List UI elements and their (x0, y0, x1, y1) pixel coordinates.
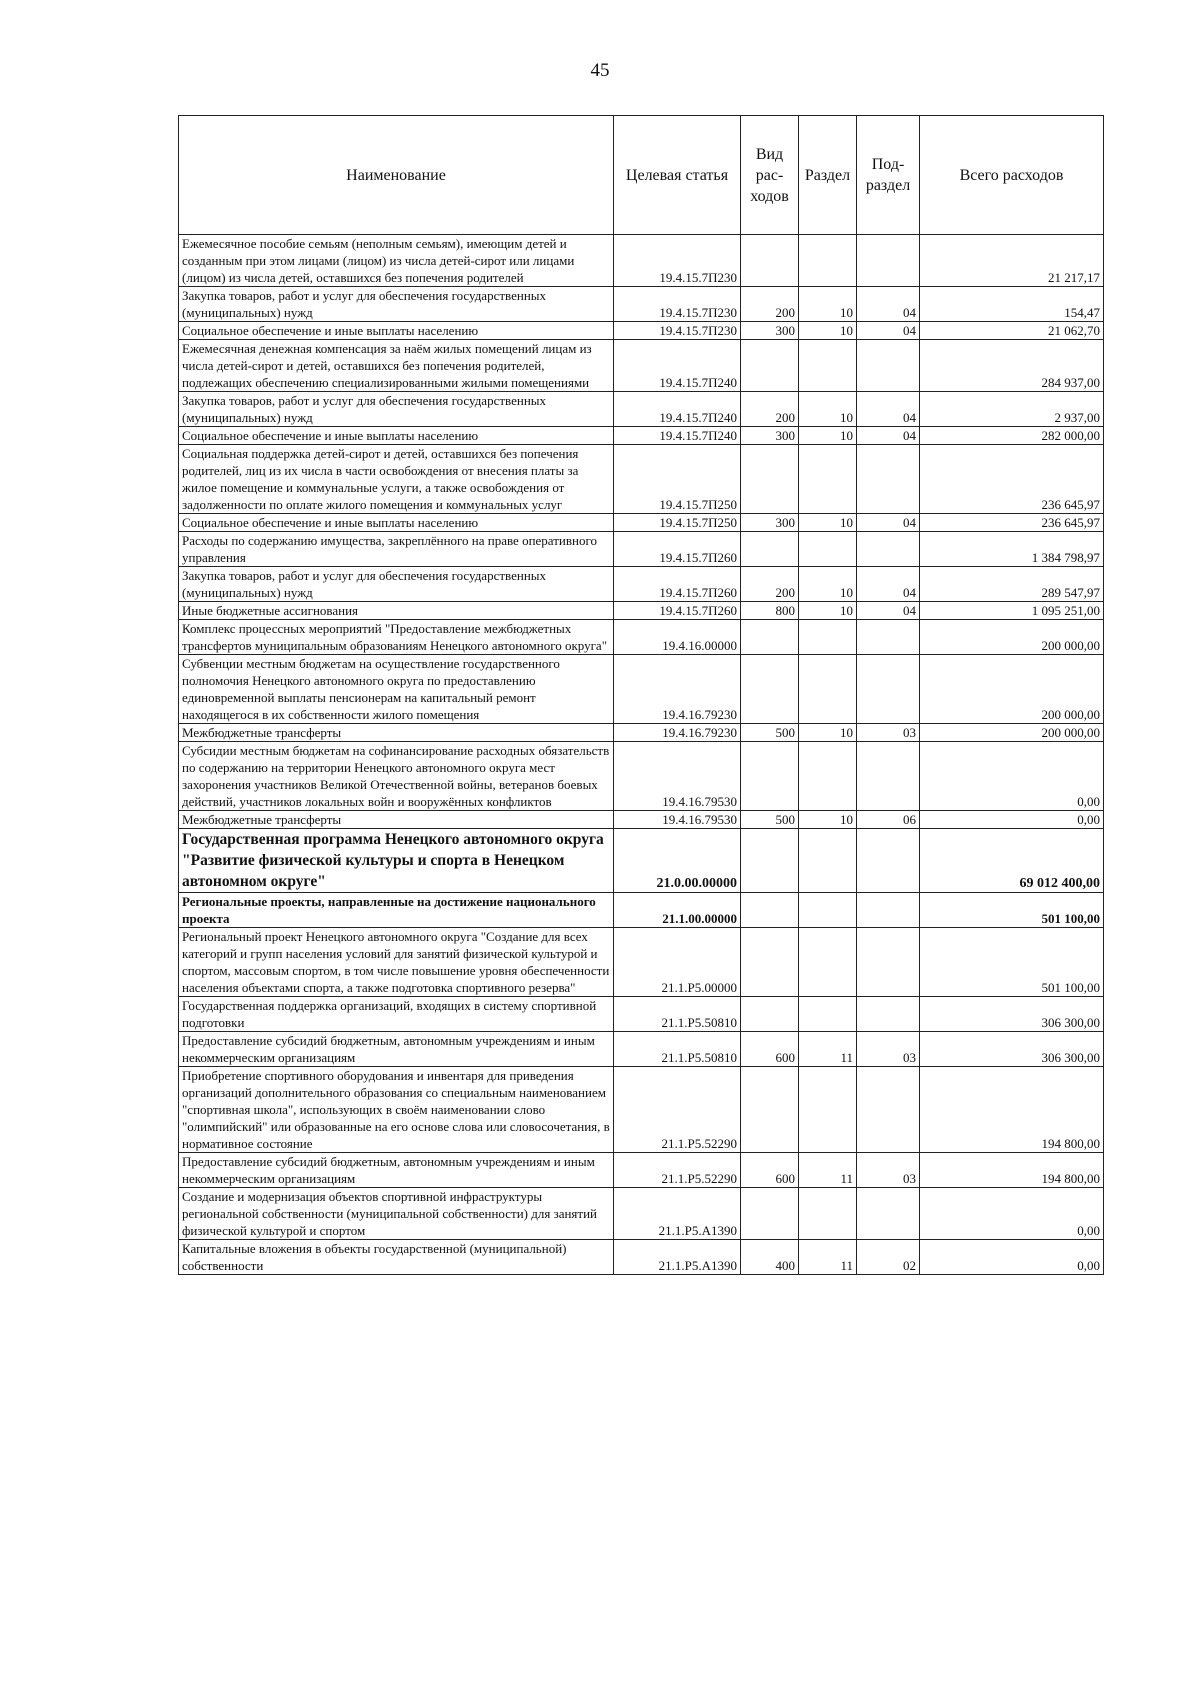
row-kind (741, 445, 799, 514)
header-section: Раздел (799, 116, 857, 235)
row-total: 501 100,00 (920, 928, 1104, 997)
row-total: 236 645,97 (920, 514, 1104, 532)
table-row (179, 811, 1104, 829)
table-row (179, 620, 1104, 655)
row-subsection: 06 (857, 811, 920, 829)
table-row (179, 445, 1104, 514)
row-target: 21.1.P5.A1390 (614, 1188, 741, 1240)
row-subsection: 03 (857, 724, 920, 742)
table-row (179, 928, 1104, 997)
row-name: Комплекс процессных мероприятий "Предоставление межбюджетных трансфертов муниципальным образованиям Ненецкого автономного округа" (179, 620, 614, 655)
row-total: 0,00 (920, 1240, 1104, 1275)
table-header-row (179, 116, 1104, 235)
row-total: 200 000,00 (920, 620, 1104, 655)
row-name: Закупка товаров, работ и услуг для обеспечения государственных (муниципальных) нужд (179, 567, 614, 602)
row-target: 19.4.15.7П250 (614, 445, 741, 514)
row-target: 21.1.00.00000 (614, 893, 741, 928)
row-subsection (857, 235, 920, 287)
row-target: 19.4.15.7П260 (614, 567, 741, 602)
table-row (179, 287, 1104, 322)
row-target: 21.1.P5.50810 (614, 997, 741, 1032)
row-subsection (857, 1067, 920, 1153)
row-kind (741, 235, 799, 287)
row-kind (741, 742, 799, 811)
row-target: 19.4.15.7П240 (614, 427, 741, 445)
row-kind (741, 829, 799, 893)
row-section: 10 (799, 811, 857, 829)
row-total: 200 000,00 (920, 655, 1104, 724)
row-section (799, 1067, 857, 1153)
row-kind (741, 340, 799, 392)
table-body (179, 235, 1104, 1275)
row-section: 11 (799, 1240, 857, 1275)
table-row (179, 1188, 1104, 1240)
table-row (179, 1153, 1104, 1188)
row-section: 10 (799, 322, 857, 340)
row-name: Государственная поддержка организаций, входящих в систему спортивной подготовки (179, 997, 614, 1032)
row-target: 19.4.16.79230 (614, 655, 741, 724)
row-target: 21.1.P5.A1390 (614, 1240, 741, 1275)
row-total: 0,00 (920, 1188, 1104, 1240)
row-section: 11 (799, 1032, 857, 1067)
table-row (179, 514, 1104, 532)
row-subsection: 04 (857, 602, 920, 620)
row-section (799, 235, 857, 287)
table-row (179, 1032, 1104, 1067)
row-name: Социальное обеспечение и иные выплаты населению (179, 322, 614, 340)
row-total: 236 645,97 (920, 445, 1104, 514)
row-kind: 300 (741, 427, 799, 445)
row-name: Региональные проекты, направленные на достижение национального проекта (179, 893, 614, 928)
row-kind: 600 (741, 1153, 799, 1188)
table-row (179, 829, 1104, 893)
row-total: 0,00 (920, 811, 1104, 829)
row-total: 21 217,17 (920, 235, 1104, 287)
row-section (799, 997, 857, 1032)
row-kind (741, 655, 799, 724)
row-target: 19.4.15.7П260 (614, 532, 741, 567)
row-target: 21.1.P5.52290 (614, 1067, 741, 1153)
row-section: 10 (799, 602, 857, 620)
row-section (799, 340, 857, 392)
row-subsection (857, 997, 920, 1032)
row-name: Закупка товаров, работ и услуг для обеспечения государственных (муниципальных) нужд (179, 287, 614, 322)
row-target: 21.1.P5.52290 (614, 1153, 741, 1188)
row-subsection (857, 340, 920, 392)
row-name: Ежемесячное пособие семьям (неполным семьям), имеющим детей и созданным при этом лицами (лицом) из числа детей-сирот или лицами (лицом) из числа детей, оставшихся без попечения родителей (179, 235, 614, 287)
row-section (799, 928, 857, 997)
row-total: 200 000,00 (920, 724, 1104, 742)
row-total: 154,47 (920, 287, 1104, 322)
row-name: Создание и модернизация объектов спортивной инфраструктуры региональной собственности (муниципальной собственности) для занятий физической культурой и спортом (179, 1188, 614, 1240)
row-name: Межбюджетные трансферты (179, 724, 614, 742)
row-section: 11 (799, 1153, 857, 1188)
row-kind: 800 (741, 602, 799, 620)
row-subsection (857, 532, 920, 567)
row-target: 19.4.15.7П230 (614, 235, 741, 287)
row-section (799, 742, 857, 811)
row-subsection: 03 (857, 1032, 920, 1067)
row-total: 1 384 798,97 (920, 532, 1104, 567)
row-name: Расходы по содержанию имущества, закреплённого на праве оперативного управления (179, 532, 614, 567)
header-target: Целевая статья (614, 116, 741, 235)
header-total: Всего расходов (920, 116, 1104, 235)
row-target: 19.4.15.7П250 (614, 514, 741, 532)
row-total: 284 937,00 (920, 340, 1104, 392)
row-section (799, 893, 857, 928)
row-section: 10 (799, 514, 857, 532)
row-name: Субвенции местным бюджетам на осуществление государственного полномочия Ненецкого автономного округа по предоставлению единовременной выплаты пенсионерам на капитальный ремонт находящегося в их собственности жилого помещения (179, 655, 614, 724)
row-target: 21.0.00.00000 (614, 829, 741, 893)
row-target: 19.4.15.7П240 (614, 392, 741, 427)
page-number: 45 (590, 60, 610, 81)
header-subsection: Под- раздел (857, 116, 920, 235)
table-row (179, 1067, 1104, 1153)
row-kind: 600 (741, 1032, 799, 1067)
row-name: Субсидии местным бюджетам на софинансирование расходных обязательств по содержанию на территории Ненецкого автономного округа мест захоронения участников Великой Отечественной войны, ветеранов боевых действий, участников локальных войн и вооружённых конфликтов (179, 742, 614, 811)
row-name: Приобретение спортивного оборудования и инвентаря для приведения организаций дополнительного образования со специальным наименованием "спортивная школа", использующих в своём наименовании слово "олимпийский" или образованные на его основе слова или словосочетания, в нормативное состояние (179, 1067, 614, 1153)
table-row (179, 893, 1104, 928)
row-kind: 200 (741, 392, 799, 427)
row-name: Иные бюджетные ассигнования (179, 602, 614, 620)
row-subsection (857, 829, 920, 893)
row-section (799, 1188, 857, 1240)
row-section: 10 (799, 287, 857, 322)
row-section: 10 (799, 427, 857, 445)
row-kind: 500 (741, 724, 799, 742)
table-row (179, 724, 1104, 742)
row-target: 21.1.P5.00000 (614, 928, 741, 997)
row-total: 69 012 400,00 (920, 829, 1104, 893)
row-kind: 300 (741, 322, 799, 340)
table-row (179, 602, 1104, 620)
row-subsection: 02 (857, 1240, 920, 1275)
header-kind: Вид рас- ходов (741, 116, 799, 235)
row-target: 19.4.16.00000 (614, 620, 741, 655)
row-name: Закупка товаров, работ и услуг для обеспечения государственных (муниципальных) нужд (179, 392, 614, 427)
table-row (179, 532, 1104, 567)
budget-table (178, 115, 1104, 1275)
table-row (179, 235, 1104, 287)
table-row (179, 567, 1104, 602)
row-kind: 500 (741, 811, 799, 829)
row-name: Ежемесячная денежная компенсация за наём жилых помещений лицам из числа детей-сирот и детей, оставшихся без попечения родителей, подлежащих обеспечению специализированными жилыми помещениями (179, 340, 614, 392)
row-name: Региональный проект Ненецкого автономного округа "Создание для всех категорий и групп населения условий для занятий физической культурой и спортом, массовым спортом, в том числе повышение уровня обеспеченности населения объектами спорта, а также подготовка спортивного резерва" (179, 928, 614, 997)
row-subsection: 04 (857, 567, 920, 602)
row-kind: 300 (741, 514, 799, 532)
row-total: 306 300,00 (920, 1032, 1104, 1067)
table-row (179, 392, 1104, 427)
row-subsection (857, 742, 920, 811)
row-total: 194 800,00 (920, 1067, 1104, 1153)
row-subsection: 04 (857, 322, 920, 340)
row-section (799, 620, 857, 655)
row-name: Межбюджетные трансферты (179, 811, 614, 829)
row-kind (741, 620, 799, 655)
row-subsection (857, 893, 920, 928)
header-name: Наименование (179, 116, 614, 235)
row-target: 21.1.P5.50810 (614, 1032, 741, 1067)
row-target: 19.4.15.7П230 (614, 322, 741, 340)
row-kind: 200 (741, 567, 799, 602)
row-section: 10 (799, 567, 857, 602)
row-section: 10 (799, 724, 857, 742)
row-subsection (857, 620, 920, 655)
row-section (799, 532, 857, 567)
row-subsection: 04 (857, 287, 920, 322)
row-section: 10 (799, 392, 857, 427)
row-subsection (857, 445, 920, 514)
row-section (799, 445, 857, 514)
row-name: Предоставление субсидий бюджетным, автономным учреждениям и иным некоммерческим организациям (179, 1032, 614, 1067)
table-row (179, 427, 1104, 445)
row-target: 19.4.16.79530 (614, 811, 741, 829)
row-subsection: 04 (857, 392, 920, 427)
table-row (179, 322, 1104, 340)
table-row (179, 340, 1104, 392)
row-kind (741, 1188, 799, 1240)
row-target: 19.4.15.7П260 (614, 602, 741, 620)
row-name: Социальная поддержка детей-сирот и детей, оставшихся без попечения родителей, лиц из их числа в части освобождения от внесения платы за жилое помещение и коммунальные услуги, а также освобождения от задолженности по оплате жилого помещения и коммунальных услуг (179, 445, 614, 514)
row-target: 19.4.15.7П240 (614, 340, 741, 392)
table-row (179, 997, 1104, 1032)
row-target: 19.4.16.79530 (614, 742, 741, 811)
row-total: 289 547,97 (920, 567, 1104, 602)
row-subsection: 03 (857, 1153, 920, 1188)
row-total: 1 095 251,00 (920, 602, 1104, 620)
row-total: 0,00 (920, 742, 1104, 811)
row-subsection (857, 1188, 920, 1240)
row-kind: 400 (741, 1240, 799, 1275)
row-subsection: 04 (857, 427, 920, 445)
table-row (179, 655, 1104, 724)
table-row (179, 1240, 1104, 1275)
table-row (179, 742, 1104, 811)
row-name: Социальное обеспечение и иные выплаты населению (179, 427, 614, 445)
row-subsection: 04 (857, 514, 920, 532)
row-subsection (857, 655, 920, 724)
row-total: 501 100,00 (920, 893, 1104, 928)
row-kind: 200 (741, 287, 799, 322)
row-name: Капитальные вложения в объекты государственной (муниципальной) собственности (179, 1240, 614, 1275)
row-total: 282 000,00 (920, 427, 1104, 445)
row-name: Государственная программа Ненецкого автономного округа "Развитие физической культуры и спорта в Ненецком автономном округе" (179, 829, 614, 893)
row-kind (741, 997, 799, 1032)
row-kind (741, 928, 799, 997)
row-total: 194 800,00 (920, 1153, 1104, 1188)
row-total: 306 300,00 (920, 997, 1104, 1032)
row-name: Социальное обеспечение и иные выплаты населению (179, 514, 614, 532)
row-target: 19.4.15.7П230 (614, 287, 741, 322)
row-section (799, 655, 857, 724)
row-name: Предоставление субсидий бюджетным, автономным учреждениям и иным некоммерческим организациям (179, 1153, 614, 1188)
row-kind (741, 1067, 799, 1153)
row-total: 2 937,00 (920, 392, 1104, 427)
row-kind (741, 532, 799, 567)
row-target: 19.4.16.79230 (614, 724, 741, 742)
row-kind (741, 893, 799, 928)
row-total: 21 062,70 (920, 322, 1104, 340)
row-subsection (857, 928, 920, 997)
row-section (799, 829, 857, 893)
